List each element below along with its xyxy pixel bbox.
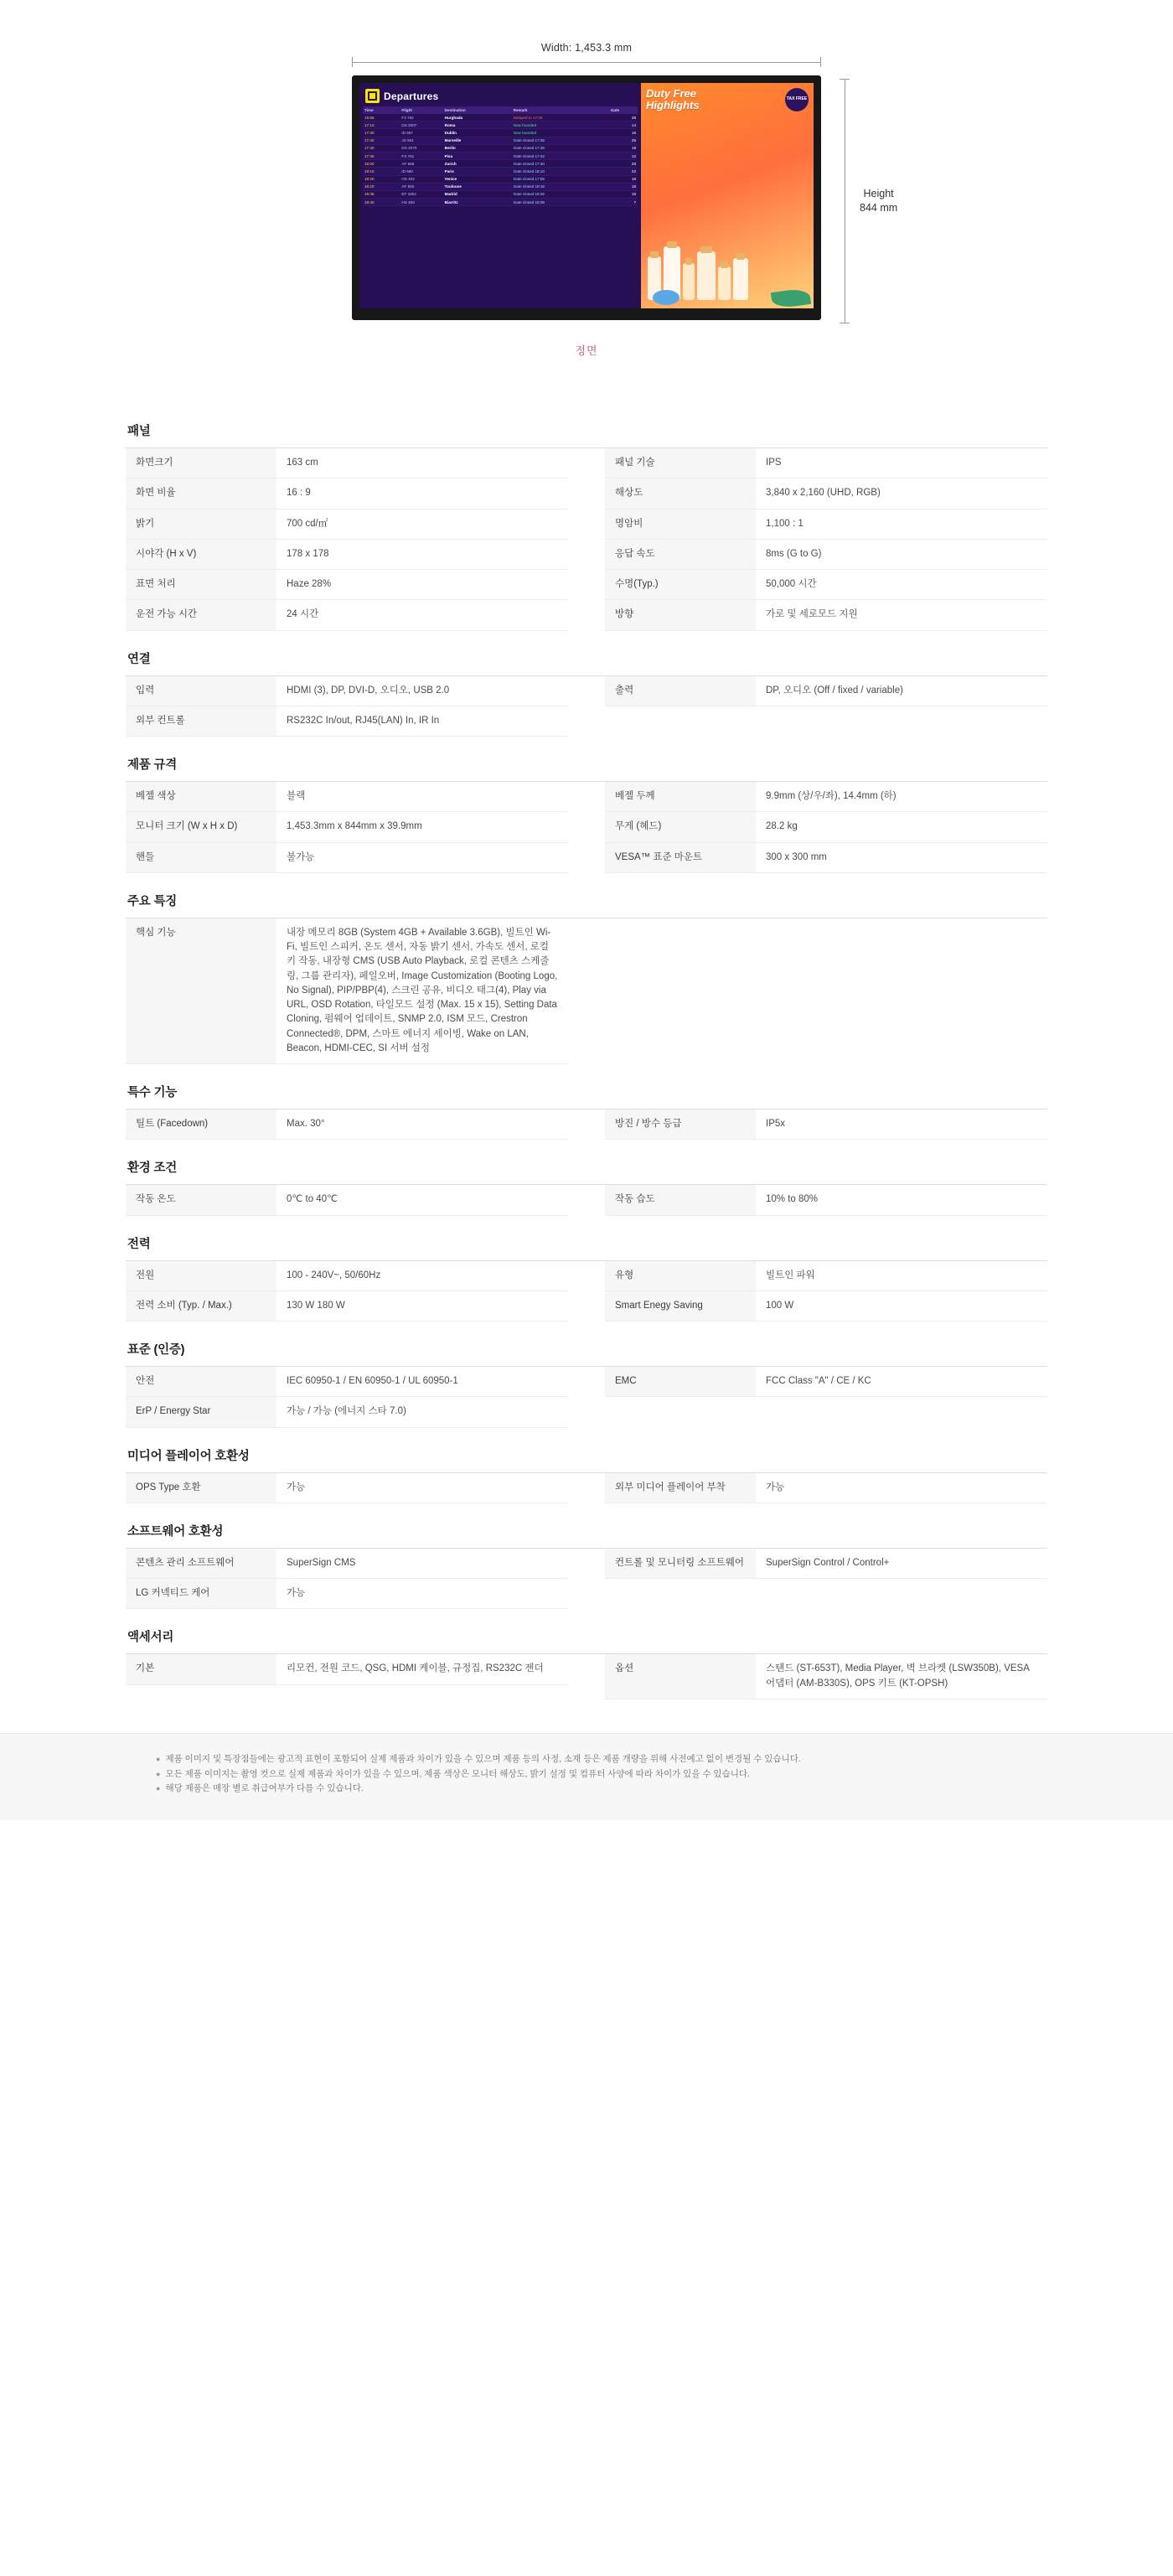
spec-column-left bbox=[126, 1473, 568, 1503]
spec-value: 10% to 80% bbox=[766, 1194, 819, 1205]
spec-row bbox=[605, 676, 1047, 706]
spec-column-left bbox=[126, 782, 568, 873]
hero-section bbox=[0, 0, 1173, 388]
spec-column-left bbox=[126, 1367, 568, 1428]
flight-row bbox=[363, 114, 638, 122]
flight-cell: 14 bbox=[609, 122, 638, 129]
spec-key: 전력 소비 (Typ. / Max.) bbox=[126, 1291, 276, 1321]
spec-key: OPS Type 호환 bbox=[126, 1473, 276, 1503]
width-dimension-line bbox=[352, 57, 821, 67]
spec-row bbox=[605, 1185, 1047, 1215]
spec-column-right bbox=[605, 448, 1047, 631]
spec-row bbox=[126, 600, 568, 630]
spec-key: 화면 비율 bbox=[126, 478, 276, 508]
spec-value: IEC 60950-1 / EN 60950-1 / UL 60950-1 bbox=[287, 1376, 458, 1386]
spec-row bbox=[605, 1110, 1047, 1140]
spec-row bbox=[126, 676, 568, 706]
flight-cell: Dublin bbox=[443, 129, 512, 137]
flight-cell: EF 1002 bbox=[400, 190, 442, 198]
spec-key: 표면 처리 bbox=[126, 570, 276, 599]
spec-key: 해상도 bbox=[605, 478, 756, 508]
spec-row bbox=[605, 570, 1047, 600]
spec-key: 기본 bbox=[126, 1654, 276, 1684]
flight-cell: 17:30 bbox=[363, 129, 400, 137]
duty-free-title-line1: Duty Free bbox=[646, 87, 696, 100]
spec-row bbox=[126, 540, 568, 570]
spec-key: 밝기 bbox=[126, 510, 276, 539]
spec-grid bbox=[126, 1184, 1047, 1215]
flight-cell: DS 2007 bbox=[400, 122, 442, 129]
spec-section-title: 연결 bbox=[127, 652, 151, 666]
spec-key: 틸트 (Facedown) bbox=[126, 1110, 276, 1139]
spec-grid bbox=[126, 1109, 1047, 1140]
spec-row bbox=[605, 478, 1047, 509]
spec-row bbox=[605, 540, 1047, 570]
footer-notes bbox=[126, 1752, 1047, 1798]
spec-column-right bbox=[605, 1549, 1047, 1610]
spec-key: Smart Enegy Saving bbox=[605, 1291, 756, 1321]
spec-value: 100 - 240V~, 50/60Hz bbox=[287, 1270, 381, 1280]
flight-cell: 18:20 bbox=[363, 175, 400, 183]
spec-row bbox=[126, 1185, 568, 1215]
monitor-screen bbox=[359, 83, 814, 308]
spec-value: 스탠드 (ST-653T), Media Player, 벽 브라켓 (LSW350B), VESA 어댑터 (AM-B330S), OPS 키트 (KT-OPSH) bbox=[766, 1663, 1030, 1689]
spec-key: 옵션 bbox=[605, 1654, 756, 1699]
spec-grid bbox=[126, 675, 1047, 737]
spec-column-left bbox=[126, 1549, 568, 1610]
bottle-4 bbox=[697, 251, 716, 300]
width-dimension-label: Width: 1,453.3 mm bbox=[540, 42, 633, 54]
tax-free-badge: TAX FREE bbox=[785, 88, 809, 111]
spec-key: VESA™ 표준 마운트 bbox=[605, 843, 756, 872]
spec-column-left bbox=[126, 1261, 568, 1322]
spec-grid bbox=[126, 1260, 1047, 1322]
spec-key: 방진 / 방수 등급 bbox=[605, 1110, 756, 1139]
spec-row bbox=[126, 510, 568, 540]
spec-column-right bbox=[605, 1261, 1047, 1322]
bullet-icon: ● bbox=[156, 1784, 161, 1793]
spec-section-title: 패널 bbox=[127, 425, 151, 438]
spec-section bbox=[126, 1609, 1047, 1699]
spec-column-right bbox=[605, 1110, 1047, 1140]
spec-row bbox=[126, 1549, 568, 1579]
spec-section bbox=[126, 403, 1047, 631]
spec-value: 28.2 kg bbox=[766, 821, 798, 832]
spec-key: 핸들 bbox=[126, 843, 276, 872]
spec-key: LG 커넥티드 케어 bbox=[126, 1579, 276, 1608]
spec-key: 안전 bbox=[126, 1367, 276, 1396]
flight-cell: 17:10 bbox=[363, 122, 400, 129]
flight-cell: Paris bbox=[443, 168, 512, 175]
flight-cell: 19 bbox=[609, 144, 638, 152]
spec-value: 리모컨, 전원 코드, QSG, HDMI 케이블, 규정집, RS232C 젠더 bbox=[287, 1663, 544, 1674]
spec-key: EMC bbox=[605, 1367, 756, 1396]
spec-column-left bbox=[126, 1185, 568, 1215]
flight-cell: Now boarded bbox=[512, 129, 609, 137]
spec-key: 응답 속도 bbox=[605, 540, 756, 569]
spec-value: Haze 28% bbox=[287, 579, 332, 589]
flight-cell: 22 bbox=[609, 168, 638, 175]
col-time: Time bbox=[363, 106, 400, 114]
spec-section bbox=[126, 1216, 1047, 1322]
flight-cell: 28 bbox=[609, 160, 638, 168]
spec-value: 블랙 bbox=[287, 791, 306, 801]
spec-key: 입력 bbox=[126, 676, 276, 706]
spec-row bbox=[126, 1473, 568, 1503]
spec-section-title: 전력 bbox=[127, 1237, 151, 1251]
spec-key: 콘텐츠 관리 소프트웨어 bbox=[126, 1549, 276, 1578]
spec-row bbox=[605, 1291, 1047, 1322]
flight-cell: Biarritz bbox=[443, 199, 512, 206]
spec-value: 130 W 180 W bbox=[287, 1300, 345, 1311]
departures-panel bbox=[359, 83, 641, 308]
spec-value: HDMI (3), DP, DVI-D, 오디오, USB 2.0 bbox=[287, 685, 450, 696]
spec-column-left bbox=[126, 1110, 568, 1140]
hero-inner bbox=[352, 42, 898, 358]
flight-row bbox=[363, 122, 638, 129]
flight-cell: Gate closed 17:42 bbox=[512, 152, 609, 159]
flight-cell: AF 558 bbox=[400, 160, 442, 168]
height-dimension-label-line2: 844 mm bbox=[860, 202, 898, 214]
spec-section-title: 소프트웨어 호환성 bbox=[127, 1524, 224, 1539]
product-bottles-graphic bbox=[641, 168, 814, 308]
spec-grid bbox=[126, 1472, 1047, 1503]
spec-key: 모니터 크기 (W x H x D) bbox=[126, 812, 276, 841]
spec-value: 1,100 : 1 bbox=[766, 518, 804, 529]
spec-value: 100 W bbox=[766, 1300, 794, 1311]
flight-row bbox=[363, 168, 638, 175]
spec-key: 운전 가능 시간 bbox=[126, 600, 276, 629]
flight-cell: 16 bbox=[609, 190, 638, 198]
spec-row bbox=[605, 448, 1047, 478]
spec-value: FCC Class "A" / CE / KC bbox=[766, 1376, 871, 1386]
footer-note-text: 제품 이미지 및 특장점들에는 광고적 표현이 포함되어 실제 제품과 차이가 있을 수 있으며 제품 등의 사정, 소재 등은 제품 개량을 위해 사전예고 없이 변경될 수 있습니다. bbox=[165, 1753, 801, 1764]
flight-cell: Gate closed 17:38 bbox=[512, 137, 609, 144]
spec-value: 163 cm bbox=[287, 458, 318, 468]
spec-value: 1,453.3mm x 844mm x 39.9mm bbox=[287, 821, 422, 832]
spec-row bbox=[126, 1261, 568, 1291]
flight-cell: 15:55 bbox=[363, 114, 400, 122]
spec-value: 24 시간 bbox=[287, 609, 319, 620]
flight-cell: Roma bbox=[443, 122, 512, 129]
spec-row bbox=[605, 812, 1047, 842]
hero-caption: 정면 bbox=[575, 344, 598, 357]
spec-grid bbox=[126, 447, 1047, 631]
flight-row bbox=[363, 199, 638, 206]
duty-free-title bbox=[646, 88, 809, 111]
spec-key: 패널 기술 bbox=[605, 448, 756, 478]
spec-row bbox=[126, 1579, 568, 1609]
spec-section bbox=[126, 873, 1047, 1064]
spec-row bbox=[605, 1473, 1047, 1503]
flight-row bbox=[363, 137, 638, 144]
spec-value: 가능 bbox=[766, 1482, 785, 1492]
flight-cell: AF 550 bbox=[400, 183, 442, 190]
spec-key: 화면크기 bbox=[126, 448, 276, 478]
blue-disc-graphic bbox=[653, 290, 680, 305]
flight-cell: Marseille bbox=[443, 137, 512, 144]
spec-value: DP, 오디오 (Off / fixed / variable) bbox=[766, 685, 903, 696]
spec-key: 작동 습도 bbox=[605, 1185, 756, 1214]
footer-note bbox=[156, 1767, 1047, 1782]
spec-value: 가능 / 가능 (에너지 스타 7.0) bbox=[287, 1406, 406, 1417]
flight-row bbox=[363, 183, 638, 190]
flight-cell: Venice bbox=[443, 175, 512, 183]
spec-section bbox=[126, 1322, 1047, 1428]
spec-row bbox=[126, 1654, 568, 1684]
leaf-graphic bbox=[771, 287, 811, 308]
spec-grid bbox=[126, 781, 1047, 873]
flight-row bbox=[363, 129, 638, 137]
spec-row bbox=[126, 1397, 568, 1427]
flight-cell: Berlin bbox=[443, 144, 512, 152]
spec-column-left bbox=[126, 676, 568, 737]
flight-cell: Gate closed 18:26 bbox=[512, 190, 609, 198]
spec-section-title: 환경 조건 bbox=[127, 1161, 178, 1176]
flight-cell: 16 bbox=[609, 129, 638, 137]
spec-row bbox=[126, 782, 568, 812]
spec-value: IPS bbox=[766, 458, 782, 468]
flight-cell: HS 402 bbox=[400, 175, 442, 183]
col-flight: Flight bbox=[400, 106, 442, 114]
flight-cell: DS 2070 bbox=[400, 144, 442, 152]
flight-cell: Gate closed 17:36 bbox=[512, 144, 609, 152]
spec-section-title: 미디어 플레이어 호환성 bbox=[127, 1449, 250, 1463]
spec-section bbox=[126, 631, 1047, 737]
flight-cell: Gate closed 17:40 bbox=[512, 160, 609, 168]
footer-note-text: 해당 제품은 매장 별로 취급여부가 다를 수 있습니다. bbox=[165, 1783, 364, 1794]
spec-column-right bbox=[605, 1473, 1047, 1503]
spec-column-right bbox=[605, 1654, 1047, 1699]
width-dimension bbox=[352, 42, 821, 75]
spec-value: Max. 30° bbox=[287, 1119, 325, 1129]
spec-column-right bbox=[605, 676, 1047, 737]
spec-row bbox=[605, 843, 1047, 873]
spec-key: 작동 온도 bbox=[126, 1185, 276, 1214]
duty-free-panel bbox=[641, 83, 814, 308]
footer bbox=[0, 1733, 1173, 1821]
spec-value: IP5x bbox=[766, 1119, 786, 1129]
spec-section bbox=[126, 1428, 1047, 1503]
spec-column-left bbox=[126, 448, 568, 631]
height-dimension-line bbox=[840, 79, 850, 323]
spec-grid bbox=[126, 918, 1047, 1064]
flight-row bbox=[363, 152, 638, 159]
spec-column-left bbox=[126, 918, 568, 1064]
product-monitor-image bbox=[352, 75, 821, 320]
airport-logo-icon bbox=[365, 89, 380, 103]
flights-table bbox=[363, 106, 638, 206]
flight-cell: 18:40 bbox=[363, 199, 400, 206]
flight-cell: Gate closed 18:10 bbox=[512, 168, 609, 175]
spec-section bbox=[126, 737, 1047, 873]
flight-cell: 18 bbox=[609, 183, 638, 190]
flight-row bbox=[363, 160, 638, 168]
height-dimension-label-line1: Height bbox=[863, 188, 894, 200]
flight-cell: Gate closed 18:15 bbox=[512, 183, 609, 190]
spec-section bbox=[126, 1140, 1047, 1215]
bottle-5 bbox=[718, 266, 731, 300]
spec-value: 가능 bbox=[287, 1482, 306, 1492]
flight-cell: Hurghada bbox=[443, 114, 512, 122]
spec-value: 빌트인 파워 bbox=[766, 1270, 815, 1280]
spec-section-title: 특수 기능 bbox=[127, 1086, 178, 1099]
duty-free-title-line2: Highlights bbox=[646, 98, 700, 111]
footer-note bbox=[156, 1752, 1047, 1767]
bottle-3 bbox=[683, 263, 695, 300]
spec-row bbox=[605, 1654, 1047, 1699]
spec-section bbox=[126, 1503, 1047, 1610]
flight-cell: 12 bbox=[609, 152, 638, 159]
spec-row bbox=[605, 510, 1047, 540]
spec-value: 8ms (G to G) bbox=[766, 548, 822, 559]
spec-key: 핵심 기능 bbox=[126, 918, 276, 1063]
spec-section-title: 액세서리 bbox=[127, 1631, 174, 1645]
spec-value: 가로 및 세로모드 지원 bbox=[766, 609, 858, 620]
spec-row bbox=[605, 1549, 1047, 1579]
spec-column-right bbox=[605, 782, 1047, 873]
spec-row bbox=[126, 1110, 568, 1140]
flight-cell: Gate closed 18:38 bbox=[512, 199, 609, 206]
spec-key: 방향 bbox=[605, 600, 756, 629]
spec-section-title: 주요 특징 bbox=[127, 894, 178, 908]
col-destination: Destination bbox=[443, 106, 512, 114]
spec-value: 불가능 bbox=[287, 851, 315, 862]
footer-note bbox=[156, 1782, 1047, 1797]
spec-value: 178 x 178 bbox=[287, 548, 329, 559]
flight-cell: ID 660 bbox=[400, 168, 442, 175]
spec-value: SuperSign Control / Control+ bbox=[766, 1557, 890, 1568]
spec-key: 출력 bbox=[605, 676, 756, 706]
spec-key: 베젤 색상 bbox=[126, 782, 276, 811]
flight-cell: Toulouse bbox=[443, 183, 512, 190]
flight-cell: 17:40 bbox=[363, 144, 400, 152]
spec-value: 300 x 300 mm bbox=[766, 851, 827, 862]
spec-section bbox=[126, 1064, 1047, 1140]
height-dimension-label bbox=[860, 187, 897, 215]
spec-row bbox=[126, 843, 568, 873]
spec-key: 시야각 (H x V) bbox=[126, 540, 276, 569]
flight-row bbox=[363, 144, 638, 152]
spec-grid bbox=[126, 1548, 1047, 1610]
spec-key: 베젤 두께 bbox=[605, 782, 756, 811]
footer-note-text: 모든 제품 이미지는 촬영 컷으로 실제 제품과 차이가 있을 수 있으며, 제품 색상은 모니터 해상도, 밝기 설정 및 컴퓨터 사양에 따라 차이가 있을 수 있습니다. bbox=[165, 1768, 750, 1779]
spec-value: 9.9mm (상/우/좌), 14.4mm (하) bbox=[766, 791, 897, 801]
spec-column-right bbox=[605, 1367, 1047, 1428]
spec-row bbox=[605, 1261, 1047, 1291]
flight-cell: 17:40 bbox=[363, 137, 400, 144]
flight-cell: 25 bbox=[609, 137, 638, 144]
col-remark: Remark bbox=[512, 106, 609, 114]
flight-cell: 18:35 bbox=[363, 190, 400, 198]
spec-row bbox=[126, 706, 568, 737]
spec-value: 내장 메모리 8GB (System 4GB + Available 3.6GB), 빌트인 Wi-Fi, 빌트인 스피커, 온도 센서, 자동 밝기 센서, 가속도 센서, 로컬 키 작동, 내장형 CMS (USB Auto Playback, 로컬 콘텐츠 스케줄링, 그룹 관리자), 페일오버, Image Customization (Booting Logo, No Signal), PIP/PBP(4), 스크린 공유, 비디오 태그(4), Play via URL, OSD Rotation, 타일모드 설정 (Max. 15 x 15), Setting Data Cloning, 펌웨어 업데이트, SNMP 2.0, ISM 모드, Crestron Connected®, DPM, 스마트 에너지 세이빙, Wake on LAN, Beacon, HDMI-CEC, SI 서버 설정 bbox=[287, 927, 558, 1053]
flight-cell: Zurich bbox=[443, 160, 512, 168]
spec-key: 외부 미디어 플레이어 부착 bbox=[605, 1473, 756, 1503]
spec-key: 컨트롤 및 모니터링 소프트웨어 bbox=[605, 1549, 756, 1578]
flight-cell: 28 bbox=[609, 114, 638, 122]
flights-table-header-row bbox=[363, 106, 638, 114]
spec-row bbox=[126, 570, 568, 600]
spec-row bbox=[126, 1291, 568, 1322]
spec-row bbox=[126, 812, 568, 842]
bullet-icon: ● bbox=[156, 1769, 161, 1778]
flight-cell: HS 409 bbox=[400, 199, 442, 206]
spec-value: 가능 bbox=[287, 1588, 306, 1598]
spec-value: 50,000 시간 bbox=[766, 579, 817, 589]
flight-cell: 18:00 bbox=[363, 160, 400, 168]
spec-column-right bbox=[605, 918, 1047, 1064]
spec-row bbox=[126, 918, 568, 1064]
spec-key: 유형 bbox=[605, 1261, 756, 1291]
spec-grid bbox=[126, 1653, 1047, 1699]
flight-cell: 7 bbox=[609, 199, 638, 206]
spec-row bbox=[126, 478, 568, 509]
spec-row bbox=[605, 782, 1047, 812]
spec-value: 16 : 9 bbox=[287, 488, 311, 499]
flight-cell: ID 667 bbox=[400, 129, 442, 137]
spec-value: 0℃ to 40℃ bbox=[287, 1194, 338, 1205]
col-gate: Gate bbox=[609, 106, 638, 114]
departures-title: Departures bbox=[384, 90, 439, 102]
spec-key: 무게 (헤드) bbox=[605, 812, 756, 841]
flight-cell: Now boarded bbox=[512, 122, 609, 129]
spec-value: 3,840 x 2,160 (UHD, RGB) bbox=[766, 488, 881, 499]
flight-cell: 18 bbox=[609, 175, 638, 183]
spec-sections bbox=[126, 403, 1047, 1733]
flight-cell: Pisa bbox=[443, 152, 512, 159]
spec-row bbox=[126, 448, 568, 478]
height-dimension bbox=[831, 79, 898, 323]
spec-key: 수명(Typ.) bbox=[605, 570, 756, 599]
spec-key: ErP / Energy Star bbox=[126, 1397, 276, 1426]
spec-row bbox=[126, 1367, 568, 1397]
bottle-6 bbox=[733, 258, 748, 300]
spec-section-title: 제품 규격 bbox=[127, 758, 178, 772]
spec-key: 전원 bbox=[126, 1261, 276, 1291]
spec-grid bbox=[126, 1366, 1047, 1428]
spec-key: 외부 컨트롤 bbox=[126, 706, 276, 736]
spec-section-title: 표준 (인증) bbox=[127, 1343, 185, 1357]
spec-row bbox=[605, 600, 1047, 630]
flight-row bbox=[363, 175, 638, 183]
flight-cell: Delayed to 17:30 bbox=[512, 114, 609, 122]
flight-cell: FX 761 bbox=[400, 152, 442, 159]
departures-header bbox=[363, 87, 638, 106]
spec-value: RS232C In/out, RJ45(LAN) In, IR In bbox=[287, 715, 440, 726]
flight-cell: 18:20 bbox=[363, 183, 400, 190]
spec-value: 700 cd/㎡ bbox=[287, 518, 328, 529]
spec-column-right bbox=[605, 1185, 1047, 1215]
flight-cell: Gate closed 17:55 bbox=[512, 175, 609, 183]
flight-cell: 17:45 bbox=[363, 152, 400, 159]
flight-cell: 18:15 bbox=[363, 168, 400, 175]
spec-key: 명암비 bbox=[605, 510, 756, 539]
flight-cell: Madrid bbox=[443, 190, 512, 198]
flight-row bbox=[363, 190, 638, 198]
flight-cell: JS 961 bbox=[400, 137, 442, 144]
spec-row bbox=[605, 1367, 1047, 1397]
spec-column-left bbox=[126, 1654, 568, 1699]
bullet-icon: ● bbox=[156, 1754, 161, 1763]
flight-cell: F3 752 bbox=[400, 114, 442, 122]
spec-value: SuperSign CMS bbox=[287, 1557, 356, 1568]
